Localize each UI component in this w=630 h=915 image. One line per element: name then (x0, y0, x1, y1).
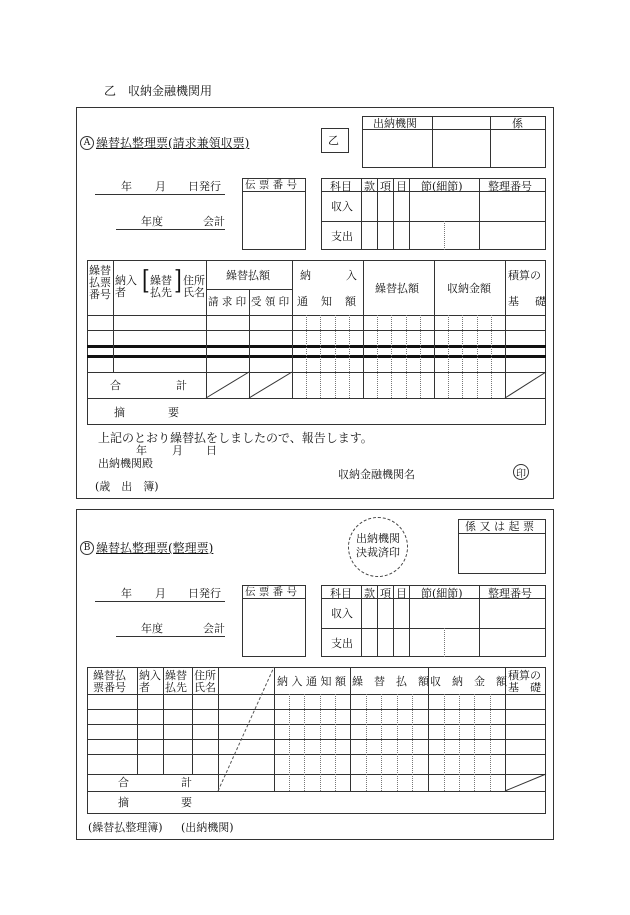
form-a-report-to: 出納機関殿 (98, 457, 153, 470)
form-b-summary-2: 要 (181, 796, 192, 809)
form-a-budget-h-setsu: 節(細節) (421, 180, 463, 193)
form-a-bracket-open: [ (142, 264, 150, 296)
form-b-budget-h-moku: 目 (396, 587, 407, 600)
form-b-clerk-label: 係 又 は 起 票 (465, 520, 534, 533)
form-a-approval-col1: 出納機関 (373, 117, 417, 130)
form-a-col5a: 請 求 印 (208, 296, 247, 308)
form-b-col9-l2: 基 礎 (508, 681, 541, 694)
form-a-budget-h-ref: 整理番号 (488, 180, 532, 193)
form-a-col4-l2: 氏名 (183, 286, 205, 299)
form-b-budget-h-kan: 款 (364, 587, 375, 600)
form-a-col6-bot-1: 通 (297, 295, 308, 308)
form-a-bracket-close: ] (174, 264, 182, 296)
form-b-col7: 繰 替 払 額 (352, 675, 429, 688)
form-b-col1-l1: 繰替払 (93, 669, 126, 682)
form-a-col8: 収納金額 (447, 282, 491, 295)
form-a-col2-l1: 納入 (115, 274, 137, 287)
form-a-fiscal-account: 会計 (203, 215, 225, 228)
form-b-fiscal-year: 年度 (141, 622, 163, 635)
form-a-col6-top-2: 入 (346, 269, 357, 282)
form-b-date-month: 月 (155, 587, 166, 600)
form-a-report-month: 月 (172, 444, 183, 457)
form-a-report-day: 日 (206, 444, 217, 457)
form-a-col1-l3: 番号 (89, 288, 111, 301)
form-b-mark: B (80, 541, 94, 555)
form-a-col6-bot-3: 額 (345, 295, 356, 308)
form-b-stamp-l2: 決裁済印 (356, 546, 400, 559)
form-b-budget-h-setsu: 節(細節) (421, 587, 463, 600)
form-a-col6-bot-2: 知 (321, 295, 332, 308)
form-a-budget-h-item: 科目 (330, 180, 352, 193)
form-a-seal-mark: 印 (513, 464, 529, 480)
form-a-mark: A (80, 136, 94, 150)
form-a-col7: 繰替払額 (375, 282, 419, 295)
form-b-title: 繰替払整理票(整理票) (96, 541, 214, 555)
form-b-col3-l1: 繰替 (165, 669, 187, 682)
form-b-total-1: 合 (118, 776, 129, 789)
form-a-budget-h-kou: 項 (380, 180, 391, 193)
form-b-summary-1: 摘 (118, 796, 129, 809)
form-b-date-year: 年 (121, 587, 132, 600)
form-a-report-line: 上記のとおり繰替払をしましたので、報告します。 (98, 431, 373, 445)
form-a-report-year: 年 (136, 444, 147, 457)
form-b-col6: 納 入 通 知 額 (277, 675, 346, 688)
form-a-col5b: 受 領 印 (251, 296, 290, 308)
form-b-total-2: 計 (181, 776, 192, 789)
form-a-budget-h-moku: 目 (396, 180, 407, 193)
form-a-col4-l1: 住所 (183, 274, 205, 287)
form-a-col9-bot-1: 基 (508, 295, 519, 308)
form-b-budget-row-out: 支出 (331, 637, 353, 650)
form-a-otsu-label: 乙 (328, 134, 339, 147)
form-a-date-month: 月 (155, 180, 166, 193)
form-b-col4-l1: 住所 (194, 669, 216, 682)
form-a-col2-l2: 者 (115, 286, 126, 299)
form-a-col3-l2: 払先 (150, 286, 172, 299)
form-b-budget-h-kou: 項 (380, 587, 391, 600)
form-a-total-1: 合 (110, 379, 121, 392)
form-a-col9-bot-2: 礎 (535, 295, 546, 308)
form-a-col3-l1: 繰替 (150, 274, 172, 287)
form-a-col5: 繰替払額 (226, 269, 270, 282)
form-b-col8: 収 納 金 額 (430, 675, 507, 688)
form-b-footer-left: (繰替払整理簿) (88, 821, 163, 834)
form-b-date-issue: 日発行 (188, 587, 221, 600)
form-b-budget-h-item: 科目 (330, 587, 352, 600)
form-b-col2-l1: 納入 (139, 669, 161, 682)
form-a-summary-1: 摘 (114, 406, 125, 419)
form-b-footer-right: (出納機関) (181, 821, 234, 834)
form-a-summary-2: 要 (168, 406, 179, 419)
form-b-col2-l2: 者 (139, 681, 150, 694)
form-a-date-year: 年 (121, 180, 132, 193)
form-a-budget-row-out: 支出 (331, 230, 353, 243)
form-a-budget-row-in: 収入 (331, 200, 353, 213)
form-a-approval-col3: 係 (512, 117, 523, 130)
form-a-fiscal-year: 年度 (141, 215, 163, 228)
form-b-budget-row-in: 収入 (331, 607, 353, 620)
form-b-slip-label: 伝 票 番 号 (245, 586, 298, 598)
form-a-title: 繰替払整理票(請求兼領収票) (96, 136, 250, 150)
form-a-col6-top-1: 納 (300, 269, 311, 282)
form-a-budget-h-kan: 款 (364, 180, 375, 193)
form-a-col1-l1: 繰替 (89, 264, 111, 277)
form-b-col4-l2: 氏名 (194, 681, 216, 694)
form-b-col3-l2: 払先 (165, 681, 187, 694)
page-header-title: 乙 収納金融機関用 (104, 84, 213, 98)
form-a-total-2: 計 (176, 379, 187, 392)
form-a-col1-l2: 払票 (89, 276, 111, 289)
form-b-budget-h-ref: 整理番号 (488, 587, 532, 600)
form-a-date-issue: 日発行 (188, 180, 221, 193)
form-b-col1-l2: 票番号 (93, 681, 126, 694)
form-a-report-book: (歳 出 簿) (95, 480, 159, 493)
form-b-stamp-l1: 出納機関 (356, 532, 400, 545)
form-b-col9-l1: 積算の (508, 669, 541, 682)
form-b-fiscal-account: 会計 (203, 622, 225, 635)
form-a-col9-top: 積算の (508, 269, 541, 282)
form-a-report-bank: 収納金融機関名 (338, 468, 415, 481)
form-a-slip-label: 伝 票 番 号 (245, 179, 298, 191)
